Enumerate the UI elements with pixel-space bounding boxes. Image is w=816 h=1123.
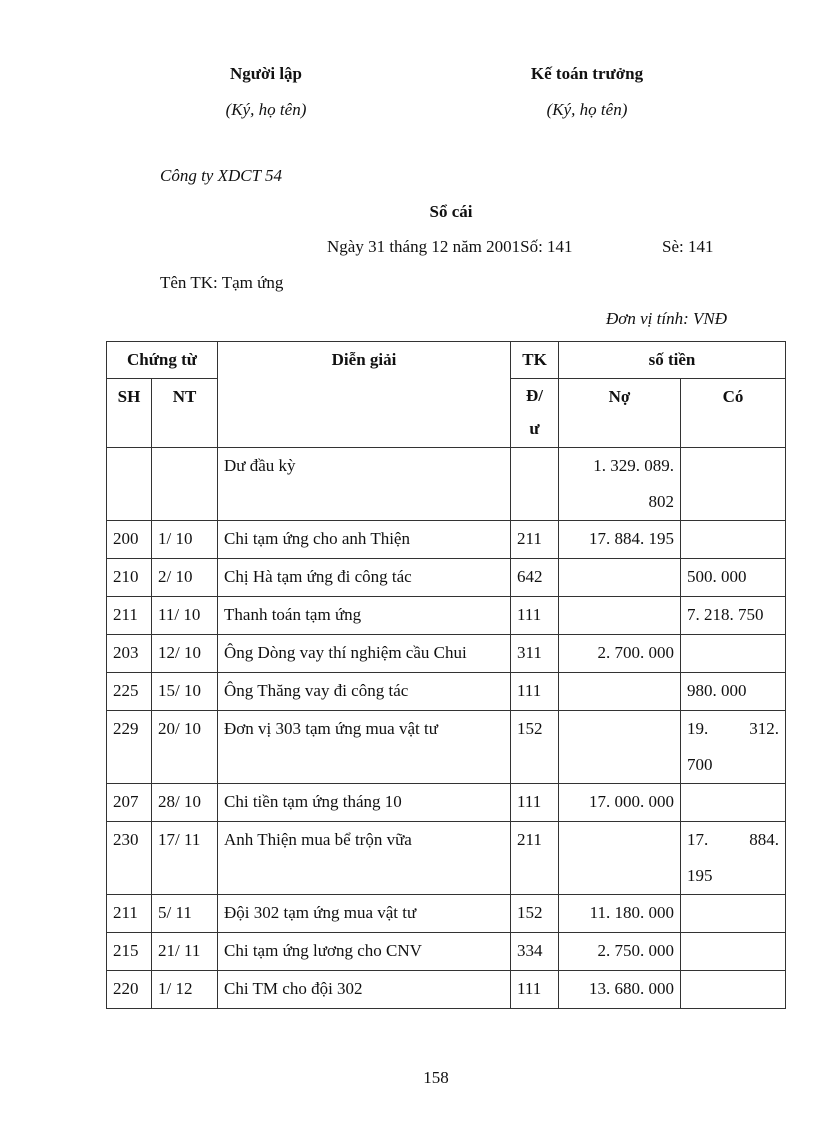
cell-sh: 225 — [107, 673, 152, 711]
cell-desc: Chi tạm ứng lương cho CNV — [218, 933, 511, 971]
cell-nt: 12/ 10 — [152, 635, 218, 673]
cell-sh: 211 — [107, 597, 152, 635]
chief-accountant-title: Kế toán trưởng — [530, 64, 644, 83]
cell-co-part-a: 17. — [687, 830, 709, 849]
cell-co — [681, 635, 786, 673]
header-sh: SH — [107, 379, 152, 448]
cell-desc: Chị Hà tạm ứng đi công tác — [218, 559, 511, 597]
table-row — [107, 711, 786, 784]
cell-tk: 311 — [511, 635, 559, 673]
cell-desc: Đội 302 tạm ứng mua vật tư — [218, 895, 511, 933]
cell-no: 13. 680. 000 — [559, 971, 681, 1009]
table-row — [107, 971, 786, 1009]
cell-nt: 20/ 10 — [152, 711, 218, 784]
cell-co — [681, 448, 786, 521]
cell-tk: 111 — [511, 597, 559, 635]
ledger-title: Sổ cái — [429, 202, 473, 221]
cell-no — [559, 822, 681, 895]
page-number: 158 — [423, 1068, 449, 1087]
cell-sh: 203 — [107, 635, 152, 673]
table-row-opening-balance — [107, 448, 786, 521]
cell-no — [559, 448, 681, 521]
cell-co — [681, 784, 786, 822]
cell-no: 11. 180. 000 — [559, 895, 681, 933]
cell-sh: 207 — [107, 784, 152, 822]
cell-desc: Chi tạm ứng cho anh Thiện — [218, 521, 511, 559]
cell-desc: Đơn vị 303 tạm ứng mua vật tư — [218, 711, 511, 784]
cell-co-part-b: 312. — [749, 719, 780, 738]
cell-co — [681, 971, 786, 1009]
cell-tk: 152 — [511, 711, 559, 784]
cell-sh: 210 — [107, 559, 152, 597]
table-row — [107, 673, 786, 711]
cell-nt: 1/ 10 — [152, 521, 218, 559]
cell-co — [681, 521, 786, 559]
table-row — [107, 933, 786, 971]
header-chung-tu: Chứng từ — [107, 342, 218, 379]
cell-co: 980. 000 — [681, 673, 786, 711]
table-row — [107, 597, 786, 635]
cell-tk: 211 — [511, 822, 559, 895]
cell-desc: Thanh toán tạm ứng — [218, 597, 511, 635]
cell-no-line1: 1. 329. 089. — [593, 456, 675, 475]
preparer-title: Người lập — [229, 64, 303, 83]
cell-co-line1 — [687, 711, 779, 747]
cell-no: 2. 700. 000 — [559, 635, 681, 673]
cell-co: 500. 000 — [681, 559, 786, 597]
cell-sh: 215 — [107, 933, 152, 971]
ledger-table — [106, 341, 786, 1009]
cell-no — [559, 597, 681, 635]
cell-sh: 211 — [107, 895, 152, 933]
table-row — [107, 895, 786, 933]
company-name: Công ty XDCT 54 — [160, 166, 283, 185]
header-no: Nợ — [559, 379, 681, 448]
cell-nt: 15/ 10 — [152, 673, 218, 711]
table-row — [107, 521, 786, 559]
cell-nt: 17/ 11 — [152, 822, 218, 895]
cell-desc: Ông Thăng vay đi công tác — [218, 673, 511, 711]
cell-co-line2: 195 — [687, 866, 713, 885]
cell-nt: 21/ 11 — [152, 933, 218, 971]
cell-tk: 111 — [511, 784, 559, 822]
cell-tk: 152 — [511, 895, 559, 933]
cell-tk: 642 — [511, 559, 559, 597]
cell-tk — [511, 448, 559, 521]
header-co: Có — [681, 379, 786, 448]
ledger-se-number: Sè: 141 — [662, 237, 714, 256]
table-row — [107, 635, 786, 673]
cell-desc: Ông Dòng vay thí nghiệm cầu Chui — [218, 635, 511, 673]
cell-co-part-a: 19. — [687, 719, 709, 738]
cell-nt: 28/ 10 — [152, 784, 218, 822]
cell-co — [681, 711, 786, 784]
header-tk: TK — [511, 342, 559, 379]
header-doi-ung-line1: Đ/ — [526, 386, 544, 405]
cell-desc: Anh Thiện mua bể trộn vữa — [218, 822, 511, 895]
header-doi-ung-line2: ư — [529, 419, 540, 438]
ledger-date-line: Ngày 31 tháng 12 năm 2001Số: 141 — [327, 237, 573, 256]
cell-co-line1 — [687, 822, 779, 858]
cell-desc: Dư đầu kỳ — [218, 448, 511, 521]
table-row — [107, 559, 786, 597]
preparer-signature-note: (Ký, họ tên) — [225, 100, 307, 119]
cell-no-line2: 802 — [648, 492, 675, 511]
cell-no: 17. 000. 000 — [559, 784, 681, 822]
cell-nt: 1/ 12 — [152, 971, 218, 1009]
cell-nt: 2/ 10 — [152, 559, 218, 597]
cell-no — [559, 673, 681, 711]
table-row — [107, 822, 786, 895]
cell-co — [681, 822, 786, 895]
cell-nt — [152, 448, 218, 521]
cell-no: 2. 750. 000 — [559, 933, 681, 971]
currency-unit: Đơn vị tính: VNĐ — [606, 309, 727, 328]
chief-accountant-signature-note: (Ký, họ tên) — [546, 100, 628, 119]
cell-nt: 5/ 11 — [152, 895, 218, 933]
cell-nt: 11/ 10 — [152, 597, 218, 635]
header-nt: NT — [152, 379, 218, 448]
cell-co-line2: 700 — [687, 755, 713, 774]
cell-desc: Chi TM cho đội 302 — [218, 971, 511, 1009]
cell-co: 7. 218. 750 — [681, 597, 786, 635]
cell-sh — [107, 448, 152, 521]
cell-sh: 230 — [107, 822, 152, 895]
cell-tk: 334 — [511, 933, 559, 971]
cell-sh: 220 — [107, 971, 152, 1009]
header-dien-giai: Diễn giải — [218, 342, 511, 448]
cell-no: 17. 884. 195 — [559, 521, 681, 559]
table-header-row — [107, 342, 786, 379]
cell-co — [681, 895, 786, 933]
cell-sh: 200 — [107, 521, 152, 559]
cell-tk: 211 — [511, 521, 559, 559]
cell-co-part-b: 884. — [749, 830, 780, 849]
table-row — [107, 784, 786, 822]
cell-tk: 111 — [511, 673, 559, 711]
header-doi-ung — [511, 379, 559, 448]
cell-no — [559, 711, 681, 784]
cell-tk: 111 — [511, 971, 559, 1009]
account-name: Tên TK: Tạm ứng — [160, 273, 284, 292]
cell-co — [681, 933, 786, 971]
cell-desc: Chi tiền tạm ứng tháng 10 — [218, 784, 511, 822]
cell-sh: 229 — [107, 711, 152, 784]
cell-no — [559, 559, 681, 597]
header-so-tien: số tiền — [559, 342, 786, 379]
